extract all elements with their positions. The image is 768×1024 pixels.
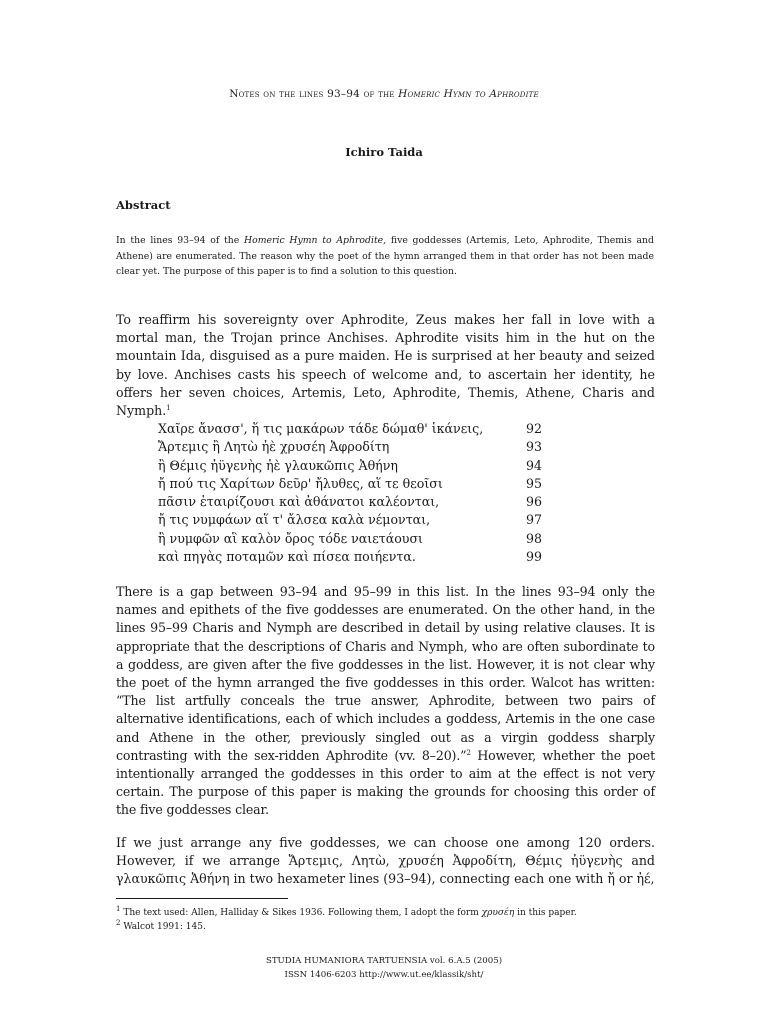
body-paragraph-1 [116, 311, 655, 420]
greek-line [158, 457, 548, 475]
paragraph-text: If we just arrange any five goddesses, we can choose one among 120 orders. However, if we arrange Ἄρτεμις, Λητὼ, χρυσέη Ἀφροδίτη, Θέμις ἠϋγενὴς and γλαυκῶπις Ἀθήνη in two hexameter lines (93–94), connecting each one with ἤ or ἠέ, [116, 835, 655, 887]
line-number: 99 [526, 549, 543, 565]
paragraph-text: There is a gap between 93–94 and 95–99 in this list. In the lines 93–94 only the names and epithets of the five goddesses are enumerated. On the other hand, in the lines 95–99 Charis and Nymph are described in detail by using relative clauses. It is appropriate that the descriptions of Charis and Nymph, who are often subordinate to a goddess, are given after the five goddesses in the list. However, it is not clear why the poet of the hymn arranged the five goddesses in this order. Walcot has written: “The list artfully conceals the true answer, Aphrodite, between two pairs of alternative identifications, each of which includes a goddess, Artemis in the one case and Athene in the other, previously singled out as a virgin goddess sharply contrasting with the sex-ridden Aphrodite (vv. 8–20).” [116, 584, 655, 763]
greek-line-text: ἢ νυμφῶν αἳ καλὸν ὄρος τόδε ναιετάουσι [158, 530, 423, 546]
footnote-mark: 2 [116, 919, 121, 927]
footnote-2 [116, 921, 206, 933]
author-name: Ichiro Taida [345, 145, 423, 159]
abstract-part: In the lines 93–94 of the [116, 235, 245, 246]
greek-line [158, 511, 548, 529]
footnote-text: The text used: Allen, Halliday & Sikes 1936. Following them, I adopt the form [120, 908, 482, 918]
line-number: 95 [526, 475, 543, 491]
greek-line [158, 420, 548, 438]
greek-line-text: ἢ Θέμις ἠϋγενὴς ἠὲ γλαυκῶπις Ἀθήνη [158, 457, 398, 473]
abstract-part: five goddesses (Artemis, Leto, Aphrodite, Themis and Athene) are enumerated. The reason why the poet of the hymn arranged them in that order has not been made clear yet. The purpose of this paper is to find a solution to this question. [116, 235, 654, 277]
paragraph-text: To reaffirm his sovereignty over Aphrodite, Zeus makes her fall in love with a mortal man, the Trojan prince Anchises. Aphrodite visits him in the hut on the mountain Ida, disguised as a pure maiden. He is surprised at her beauty and seized by love. Anchises casts his speech of welcome and, to ascertain her identity, he offers her seven choices, Artemis, Leto, Aphrodite, Themis, Athene, Charis and Nymph. [116, 312, 655, 419]
greek-line-text: ἤ τις νυμφάων αἵ τ' ἄλσεα καλὰ νέμονται, [158, 512, 431, 528]
greek-line-text: πᾶσιν ἑταιρίζουσι καὶ ἀθάνατοι καλέονται, [158, 494, 440, 510]
greek-line-text: Ἄρτεμις ἢ Λητὼ ἠὲ χρυσέη Ἀφροδίτη [158, 439, 390, 455]
footnote-text: in this paper. [514, 908, 577, 918]
issn-footer: ISSN 1406-6203 http://www.ut.ee/klassik/sht/ [284, 970, 484, 980]
line-number: 94 [526, 457, 543, 473]
footnote-italic: χρυσέη [481, 908, 515, 918]
footnote-mark: 1 [116, 905, 121, 913]
paragraph-text: However, whether the poet intentionally arranged the goddesses in this order to aim at the effect is not very certain. The purpose of this paper is making the grounds for choosing this order of the five goddesses clear. [116, 747, 656, 818]
journal-footer: STUDIA HUMANIORA TARTUENSIA vol. 6.A.5 (2005) [265, 956, 503, 966]
greek-line [158, 493, 548, 511]
abstract-text [116, 233, 654, 280]
greek-quotation [158, 420, 548, 566]
line-number: 97 [526, 512, 543, 528]
footnote-text: Walcot 1991: 145. [120, 922, 206, 932]
line-number: 92 [526, 421, 543, 436]
greek-line-text: ἤ πού τις Χαρίτων δεῦρ' ἤλυθες, αἵ τε θεοῖσι [158, 475, 443, 491]
greek-line [158, 438, 548, 456]
title-italic: Homeric Hymn to Aphrodite [398, 88, 539, 100]
greek-line-text: Χαῖρε ἄνασσ', ἥ τις μακάρων τάδε δώμαθ' ἱκάνεις, [158, 421, 484, 436]
abstract-heading: Abstract [116, 198, 171, 212]
footnote-divider [116, 898, 288, 899]
title-text: Notes on the lines 93–94 of the [229, 88, 399, 100]
line-number: 98 [526, 530, 543, 546]
greek-line [158, 475, 548, 493]
footnote-ref-2: 2 [466, 748, 471, 757]
greek-line [158, 548, 548, 566]
abstract-italic: Homeric Hymn to Aphrodite, [244, 235, 387, 246]
paper-title [0, 88, 768, 100]
greek-line [158, 530, 548, 548]
footnote-ref-1: 1 [166, 403, 171, 412]
greek-line-text: καὶ πηγὰς ποταμῶν καὶ πίσεα ποιήεντα. [158, 549, 416, 565]
body-paragraph-3 [116, 834, 655, 889]
footnote-1 [116, 907, 577, 919]
line-number: 96 [526, 494, 543, 510]
body-paragraph-2 [116, 583, 655, 820]
line-number: 93 [526, 439, 543, 455]
